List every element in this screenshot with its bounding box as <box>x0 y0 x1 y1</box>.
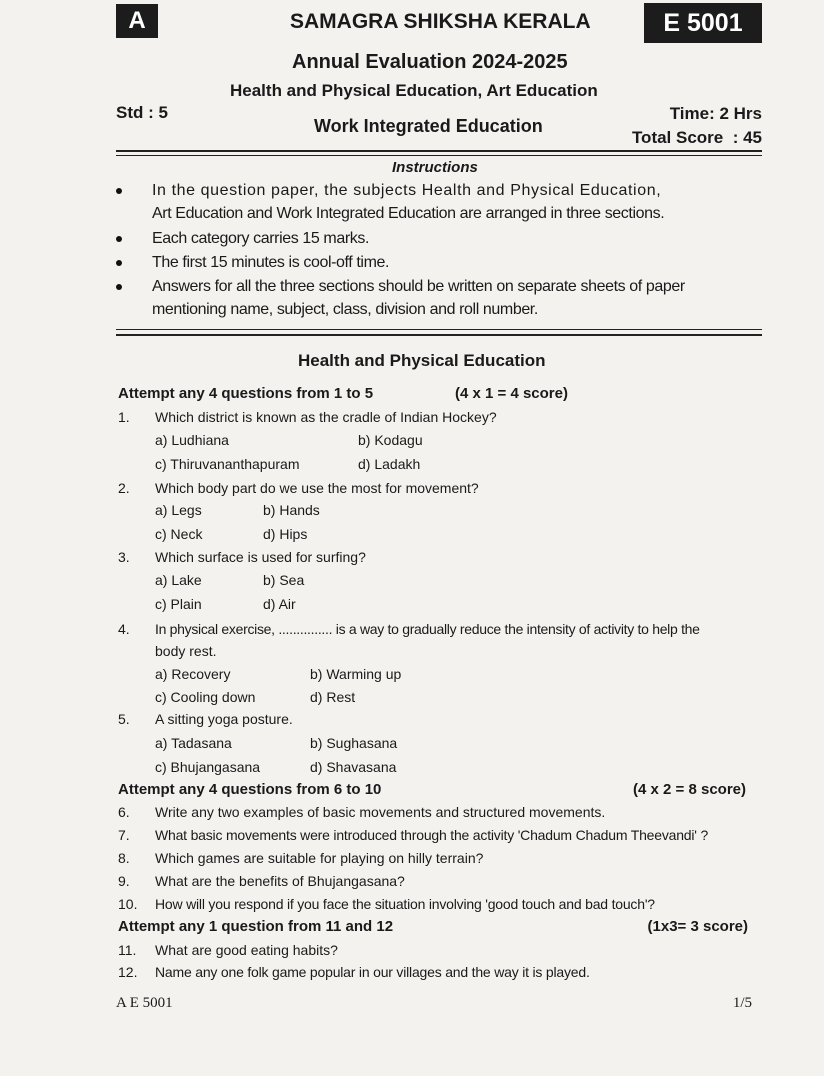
question-number: 12. <box>118 964 138 980</box>
part-heading: Attempt any 1 question from 11 and 12 <box>118 918 394 935</box>
question-text: In physical exercise, ............... is a way to gradually reduce the intensity of activity to help the <box>155 621 700 637</box>
option-c: c) Plain <box>155 596 202 612</box>
instruction-item: Each category carries 15 marks. <box>152 230 370 247</box>
part-heading: Attempt any 4 questions from 6 to 10 <box>118 781 382 798</box>
question-text: Which district is known as the cradle of Indian Hockey? <box>155 409 497 425</box>
option-a: a) Recovery <box>155 666 231 682</box>
subjects-line-1: Health and Physical Education, Art Education <box>230 81 598 100</box>
option-b: b) Kodagu <box>358 432 423 448</box>
total-score-label: Total Score : 45 <box>631 128 762 147</box>
instruction-item: Answers for all the three sections should be written on separate sheets of paper <box>152 278 685 295</box>
instruction-item: mentioning name, subject, class, division and roll number. <box>152 301 538 318</box>
question-number: 1. <box>118 409 130 425</box>
part-score: (1x3= 3 score) <box>647 918 748 935</box>
question-number: 3. <box>118 549 130 565</box>
option-d: d) Air <box>263 596 296 612</box>
divider <box>116 334 762 336</box>
instruction-item: Art Education and Work Integrated Education are arranged in three sections. <box>152 205 665 222</box>
instruction-item: The first 15 minutes is cool-off time. <box>152 254 390 271</box>
bullet-icon <box>116 260 122 266</box>
question-text: How will you respond if you face the situation involving 'good touch and bad touch'? <box>155 896 655 912</box>
exam-title: Annual Evaluation 2024-2025 <box>292 51 568 73</box>
option-d: d) Shavasana <box>310 759 397 775</box>
option-a: a) Ludhiana <box>155 432 229 448</box>
part-score: (4 x 1 = 4 score) <box>455 385 568 402</box>
question-text: Which games are suitable for playing on hilly terrain? <box>155 850 484 866</box>
option-a: a) Legs <box>155 502 202 518</box>
option-d: d) Ladakh <box>358 456 421 472</box>
time-label: Time: 2 Hrs <box>669 104 762 123</box>
divider <box>116 150 762 152</box>
set-badge: A <box>116 4 158 38</box>
divider <box>116 329 762 330</box>
option-b: b) Hands <box>263 502 320 518</box>
bullet-icon <box>116 236 122 242</box>
std-label: Std : 5 <box>116 103 168 122</box>
question-number: 6. <box>118 804 130 820</box>
option-b: b) Sea <box>263 572 305 588</box>
option-d: d) Rest <box>310 689 356 705</box>
part-score: (4 x 2 = 8 score) <box>633 781 746 798</box>
question-text: What are the benefits of Bhujangasana? <box>155 873 405 889</box>
question-text-continued: body rest. <box>155 643 217 659</box>
option-b: b) Warming up <box>310 666 402 682</box>
question-number: 11. <box>118 942 137 958</box>
question-number: 4. <box>118 621 130 637</box>
option-c: c) Thiruvananthapuram <box>155 456 300 472</box>
question-text: Write any two examples of basic movements and structured movements. <box>155 804 606 820</box>
org-title: SAMAGRA SHIKSHA KERALA <box>290 10 591 33</box>
question-text: What basic movements were introduced through the activity 'Chadum Chadum Theevandi' ? <box>155 827 709 843</box>
option-d: d) Hips <box>263 526 308 542</box>
option-a: a) Tadasana <box>155 735 232 751</box>
page-number: 1/5 <box>732 995 752 1011</box>
instructions-title: Instructions <box>392 159 478 176</box>
code-badge: E 5001 <box>644 3 762 43</box>
question-text: Which body part do we use the most for movement? <box>155 480 479 496</box>
question-number: 5. <box>118 711 130 727</box>
question-number: 7. <box>118 827 130 843</box>
option-c: c) Bhujangasana <box>155 759 261 775</box>
question-number: 8. <box>118 850 130 866</box>
question-text: Name any one folk game popular in our villages and the way it is played. <box>155 964 590 980</box>
question-number: 9. <box>118 873 130 889</box>
instruction-item: In the question paper, the subjects Health and Physical Education, <box>152 182 662 199</box>
footer-code: A E 5001 <box>116 995 173 1011</box>
subjects-line-2: Work Integrated Education <box>314 116 543 136</box>
question-text: What are good eating habits? <box>155 942 338 958</box>
option-b: b) Sughasana <box>310 735 398 751</box>
option-c: c) Cooling down <box>155 689 256 705</box>
part-heading: Attempt any 4 questions from 1 to 5 <box>118 385 374 402</box>
section-title: Health and Physical Education <box>298 351 546 370</box>
divider <box>116 155 762 156</box>
option-c: c) Neck <box>155 526 203 542</box>
question-text: Which surface is used for surfing? <box>155 549 366 565</box>
bullet-icon <box>116 284 122 290</box>
question-text: A sitting yoga posture. <box>155 711 293 727</box>
bullet-icon <box>116 188 122 194</box>
option-a: a) Lake <box>155 572 202 588</box>
question-number: 10. <box>118 896 138 912</box>
question-number: 2. <box>118 480 130 496</box>
